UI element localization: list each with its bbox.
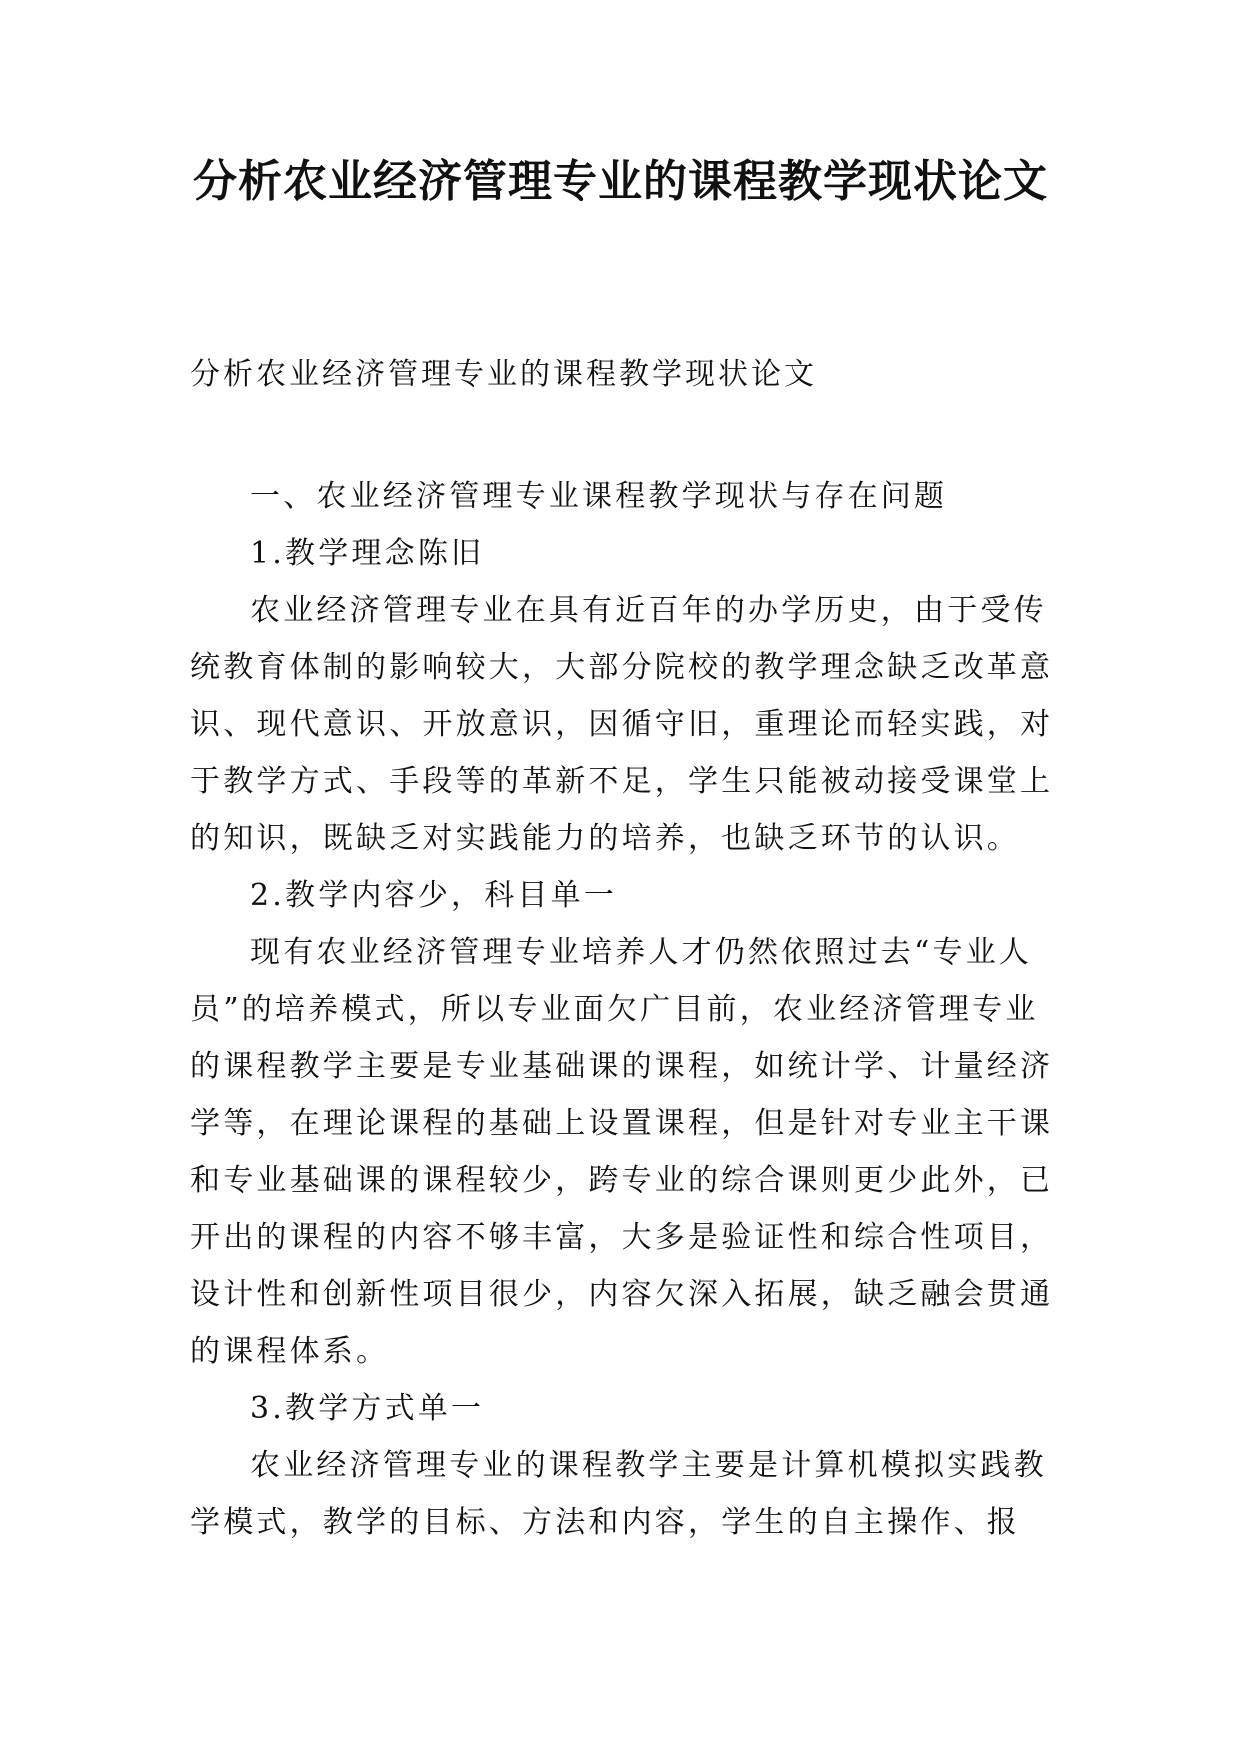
paragraph-3: 农业经济管理专业的课程教学主要是计算机模拟实践教学模式，教学的目标、方法和内容，学生的自主操作、报 xyxy=(190,1448,1047,1540)
subsection-heading-2: 2.教学内容少，科目单一 xyxy=(250,878,618,913)
document-title: 分析农业经济管理专业的课程教学现状论文 xyxy=(193,156,1048,207)
subsection-heading-1: 1.教学理念陈旧 xyxy=(250,536,485,571)
paragraph-2: 现有农业经济管理专业培养人才仍然依照过去“专业人员”的培养模式，所以专业面欠广目前，农业经济管理专业的课程教学主要是专业基础课的课程，如统计学、计量经济学等，在理论课程的基础上设置课程，但是针对专业主干课和专业基础课的课程较少，跨专业的综合课则更少此外，已开出的课程的内容不够丰富，大多是验证性和综合性项目，设计性和创新性项目很少，内容欠深入拓展，缺乏融会贯通的课程体系。 xyxy=(190,935,1054,1369)
paragraph-1: 农业经济管理专业在具有近百年的办学历史，由于受传统教育体制的影响较大，大部分院校的教学理念缺乏改革意识、现代意识、开放意识，因循守旧，重理论而轻实践，对于教学方式、手段等的革新不足，学生只能被动接受课堂上的知识，既缺乏对实践能力的培养，也缺乏环节的认识。 xyxy=(190,593,1054,856)
subsection-heading-3: 3.教学方式单一 xyxy=(250,1391,485,1426)
section-heading: 一、农业经济管理专业课程教学现状与存在问题 xyxy=(250,479,948,514)
document-body xyxy=(190,468,1070,1551)
document-subtitle: 分析农业经济管理专业的课程教学现状论文 xyxy=(190,357,817,392)
